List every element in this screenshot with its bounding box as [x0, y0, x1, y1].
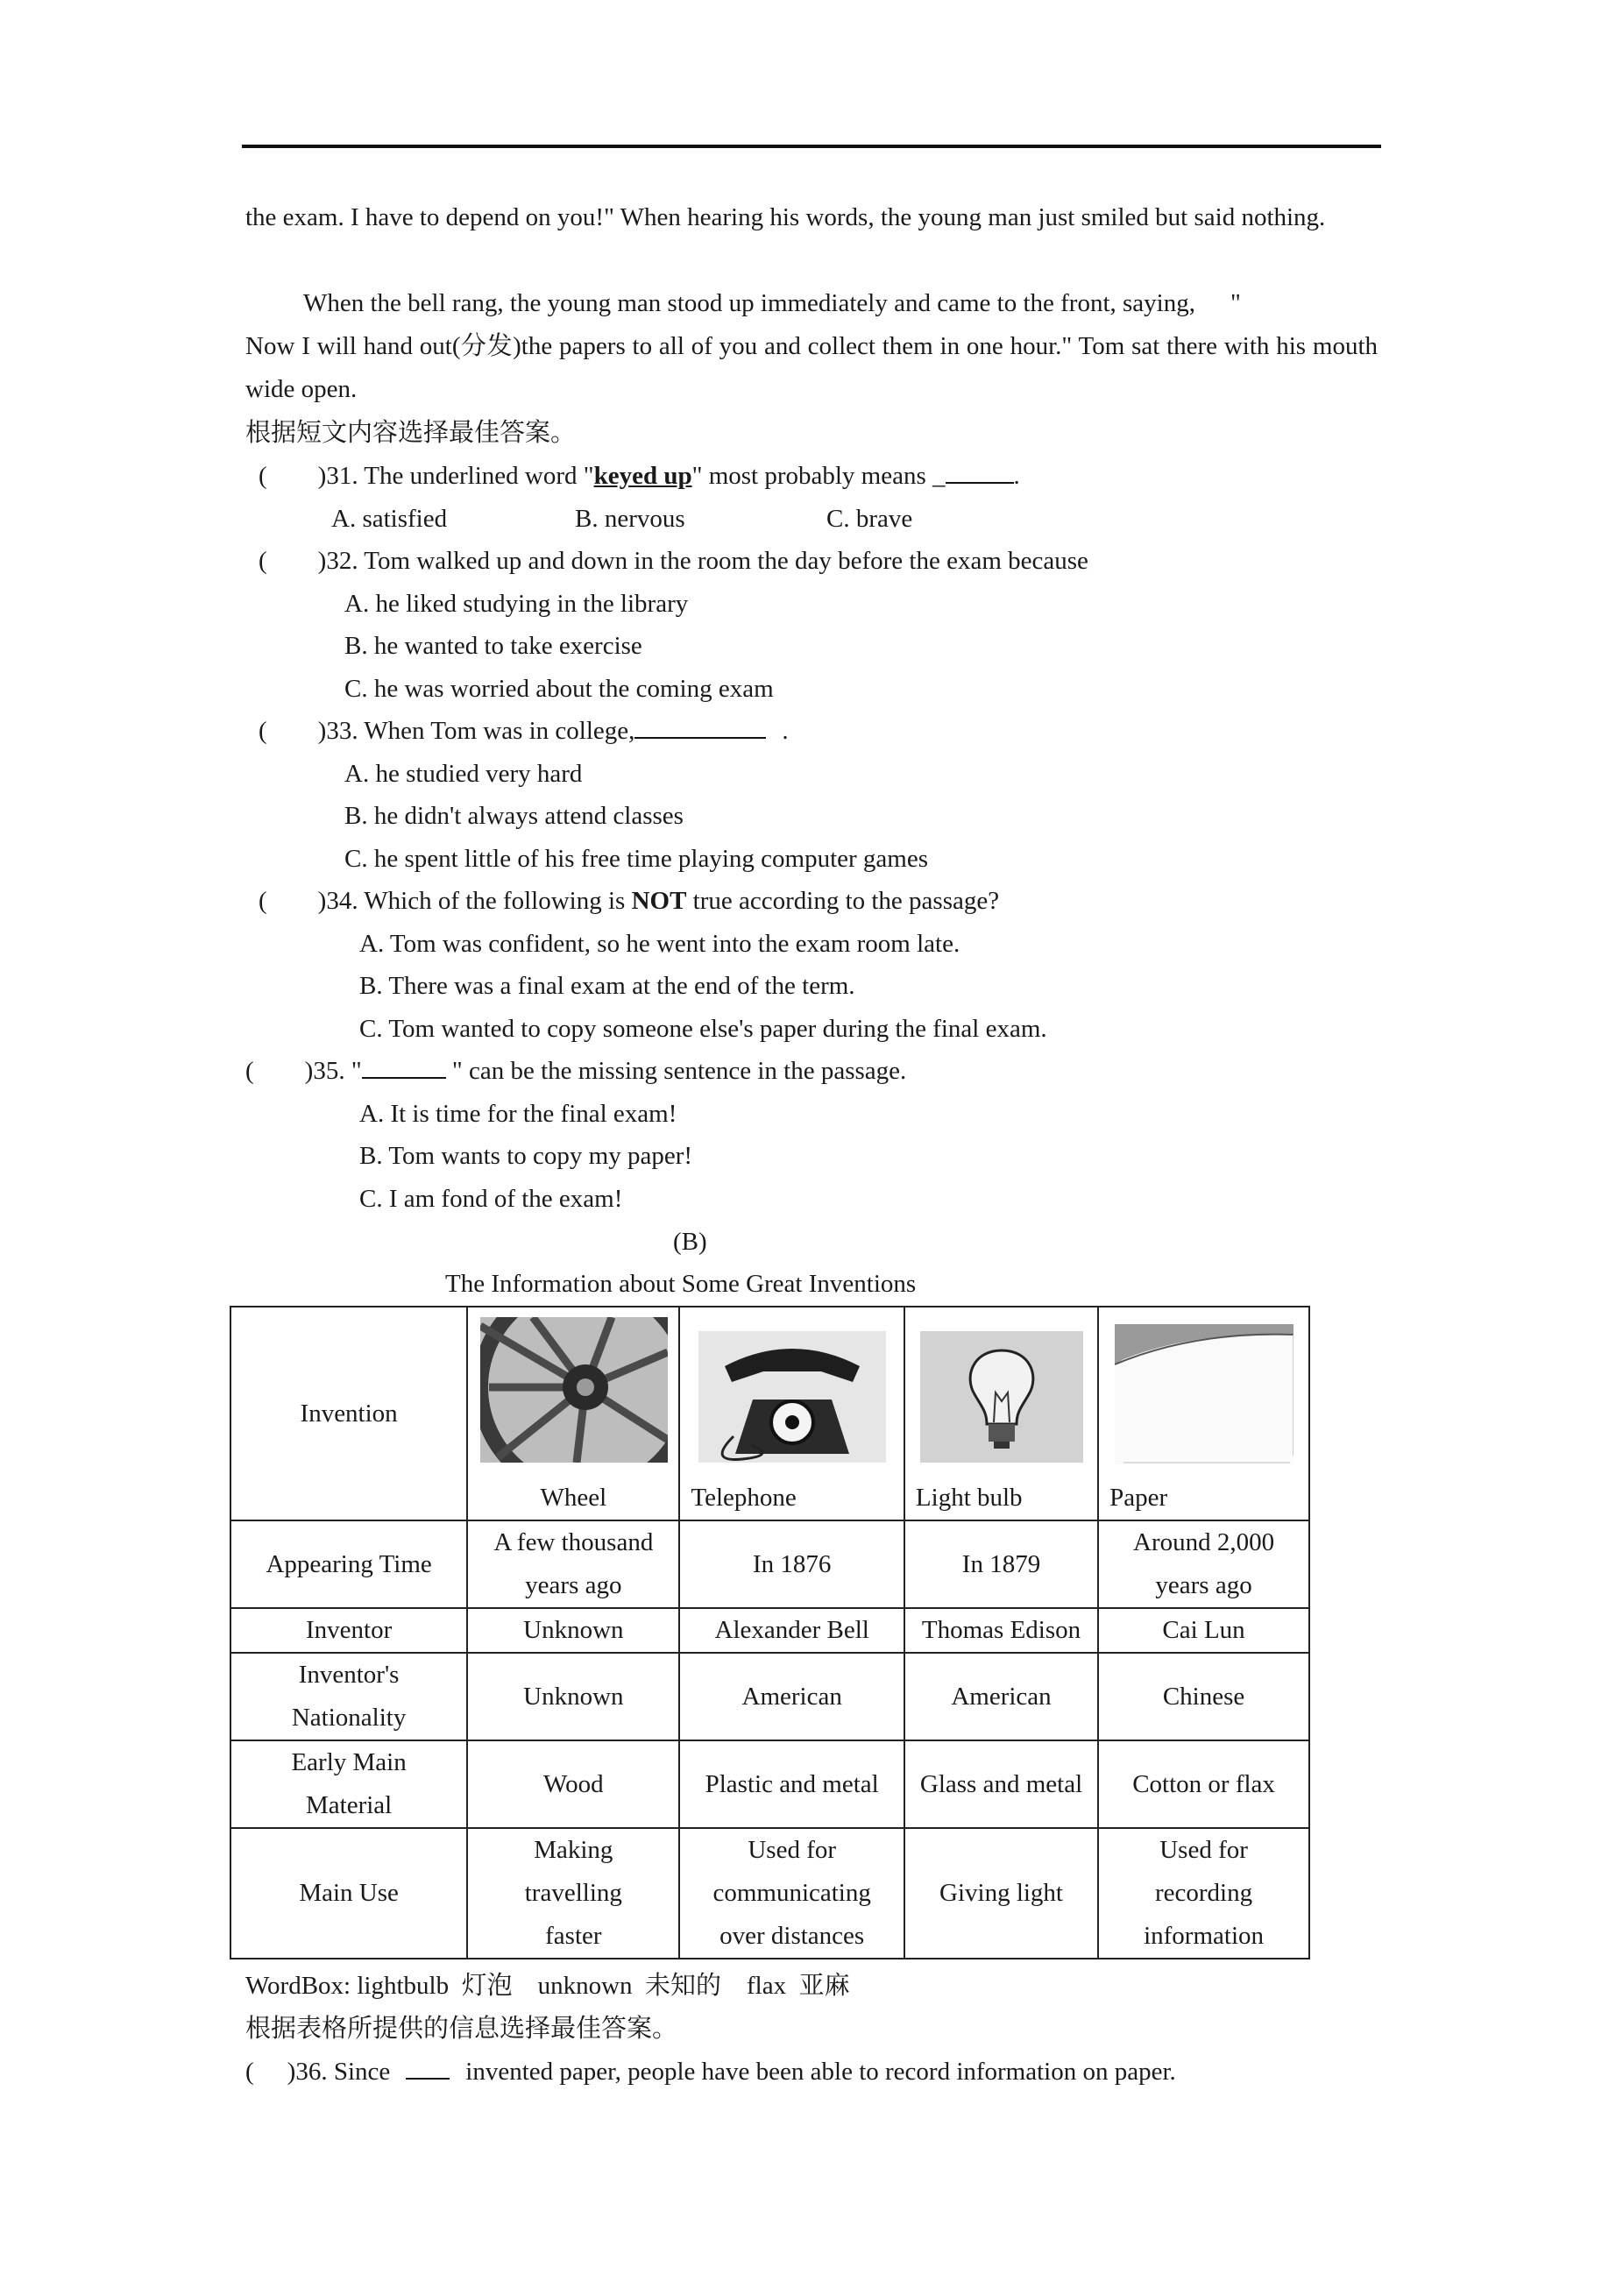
q33-option-c: C. he spent little of his free time playing computer games — [344, 845, 929, 873]
q32-option-b: B. he wanted to take exercise — [344, 632, 642, 660]
q34-option-b: B. There was a final exam at the end of the term. — [359, 972, 855, 1000]
table-cell: Unknown — [467, 1608, 679, 1653]
table-cell: Around 2,000 years ago — [1098, 1520, 1309, 1608]
table-cell: Alexander Bell — [679, 1608, 904, 1653]
light-bulb-icon — [920, 1331, 1083, 1463]
row-header: Main Use — [230, 1828, 467, 1959]
table-cell: American — [904, 1653, 1098, 1740]
table-cell: A few thousand years ago — [467, 1520, 679, 1608]
passage-paragraph-3: Now I will hand out(分发)the papers to all of you and collect them in one hour." Tom sat there with his mouth wide open. — [245, 332, 1378, 403]
invention-name: Paper — [1109, 1484, 1168, 1512]
table-cell: Giving light — [904, 1828, 1098, 1959]
question-35 — [245, 1053, 906, 1088]
answer-paren: ( — [259, 547, 267, 575]
q32-option-a: A. he liked studying in the library — [344, 590, 689, 618]
instruction-b: 根据表格所提供的信息选择最佳答案。 — [245, 2015, 678, 2043]
invention-cell — [1098, 1307, 1309, 1520]
passage-line: When the bell rang, the young man stood up immediately and came to the front, saying, — [303, 289, 1195, 317]
section-b-label: (B) — [673, 1228, 707, 1256]
table-cell: Making travelling faster — [467, 1828, 679, 1959]
instruction-a: 根据短文内容选择最佳答案。 — [245, 419, 577, 447]
q32-option-c: C. he was worried about the coming exam — [344, 675, 774, 703]
paper-icon — [1115, 1324, 1294, 1464]
q34-option-c: C. Tom wanted to copy someone else's paper during the final exam. — [359, 1015, 1047, 1043]
telephone-icon — [698, 1331, 886, 1463]
q34-option-a: A. Tom was confident, so he went into the exam room late. — [359, 930, 960, 958]
table-cell: Plastic and metal — [679, 1740, 904, 1828]
table-row — [230, 1653, 1309, 1740]
table-cell: In 1876 — [679, 1520, 904, 1608]
invention-cell — [904, 1307, 1098, 1520]
answer-blank — [946, 459, 1014, 484]
wordbox: WordBox: lightbulb 灯泡 unknown 未知的 flax 亚麻 — [245, 1972, 850, 2000]
q35-option-b: B. Tom wants to copy my paper! — [359, 1142, 693, 1170]
table-cell: Chinese — [1098, 1653, 1309, 1740]
table-cell: Cai Lun — [1098, 1608, 1309, 1653]
invention-cell — [679, 1307, 904, 1520]
question-33 — [259, 713, 789, 748]
header-rule — [242, 145, 1381, 148]
table-cell: Thomas Edison — [904, 1608, 1098, 1653]
answer-paren: ( — [259, 887, 267, 915]
answer-paren: ( — [259, 717, 267, 745]
invention-name: Light bulb — [915, 1484, 1023, 1512]
q31-text: )31. The underlined word " — [317, 462, 594, 490]
q31-text-rest: " most probably means _ — [691, 462, 946, 490]
table-cell: Used for communicating over distances — [679, 1828, 904, 1959]
table-cell: Used for recording information — [1098, 1828, 1309, 1959]
q34-bold-not: NOT — [631, 887, 687, 915]
table-title: The Information about Some Great Inventions — [445, 1270, 917, 1298]
q36-text: )36. Since — [287, 2058, 391, 2086]
row-header: Inventor's Nationality — [230, 1653, 467, 1740]
q35-text: )35. " — [304, 1057, 362, 1085]
q35-option-a: A. It is time for the final exam! — [359, 1100, 677, 1128]
row-header: Early Main Material — [230, 1740, 467, 1828]
row-header: Appearing Time — [230, 1520, 467, 1608]
wheel-icon — [480, 1317, 668, 1463]
q33-option-b: B. he didn't always attend classes — [344, 802, 684, 830]
q31-tail: . — [1013, 462, 1020, 490]
q35-text-rest: " can be the missing sentence in the passage. — [445, 1057, 907, 1085]
passage-quote: " — [1230, 289, 1241, 317]
q34-text-rest: true according to the passage? — [686, 887, 1000, 915]
table-cell: Cotton or flax — [1098, 1740, 1309, 1828]
question-32 — [259, 543, 1088, 578]
table-row — [230, 1520, 1309, 1608]
q36-text-rest: invented paper, people have been able to record information on paper. — [465, 2058, 1176, 2086]
table-cell: Wood — [467, 1740, 679, 1828]
q34-text: )34. Which of the following is — [317, 887, 632, 915]
table-row — [230, 1740, 1309, 1828]
row-header: Inventor — [230, 1608, 467, 1653]
table-row — [230, 1608, 1309, 1653]
invention-cell — [467, 1307, 679, 1520]
q33-tail: . — [782, 717, 789, 745]
q33-text: )33. When Tom was in college, — [317, 717, 635, 745]
invention-name: Telephone — [691, 1484, 797, 1512]
answer-blank — [362, 1054, 446, 1079]
q31-option-a: A. satisfied — [331, 505, 448, 533]
answer-paren: ( — [245, 1057, 254, 1085]
underlined-keyword: keyed up — [593, 462, 692, 490]
invention-name: Wheel — [540, 1484, 607, 1512]
question-36 — [245, 2054, 1176, 2089]
answer-blank — [634, 714, 766, 739]
answer-paren: ( — [245, 2058, 254, 2086]
table-row — [230, 1828, 1309, 1959]
table-cell: Glass and metal — [904, 1740, 1098, 1828]
row-header: Invention — [230, 1307, 467, 1520]
table-cell: Unknown — [467, 1653, 679, 1740]
inventions-table — [230, 1306, 1310, 1959]
table-row — [230, 1307, 1309, 1520]
answer-paren: ( — [259, 462, 267, 490]
answer-blank — [406, 2055, 450, 2080]
q31-option-c: C. brave — [826, 505, 913, 533]
q32-text: )32. Tom walked up and down in the room the day before the exam because — [317, 547, 1088, 575]
question-31 — [259, 458, 1020, 493]
q35-option-c: C. I am fond of the exam! — [359, 1185, 623, 1213]
table-cell: In 1879 — [904, 1520, 1098, 1608]
passage-paragraph-2 — [245, 282, 1378, 325]
q31-option-b: B. nervous — [575, 505, 685, 533]
question-34 — [259, 883, 999, 918]
passage-paragraph-1: the exam. I have to depend on you!" When hearing his words, the young man just smiled but said nothing. — [245, 203, 1326, 231]
table-cell: American — [679, 1653, 904, 1740]
q33-option-a: A. he studied very hard — [344, 760, 583, 788]
